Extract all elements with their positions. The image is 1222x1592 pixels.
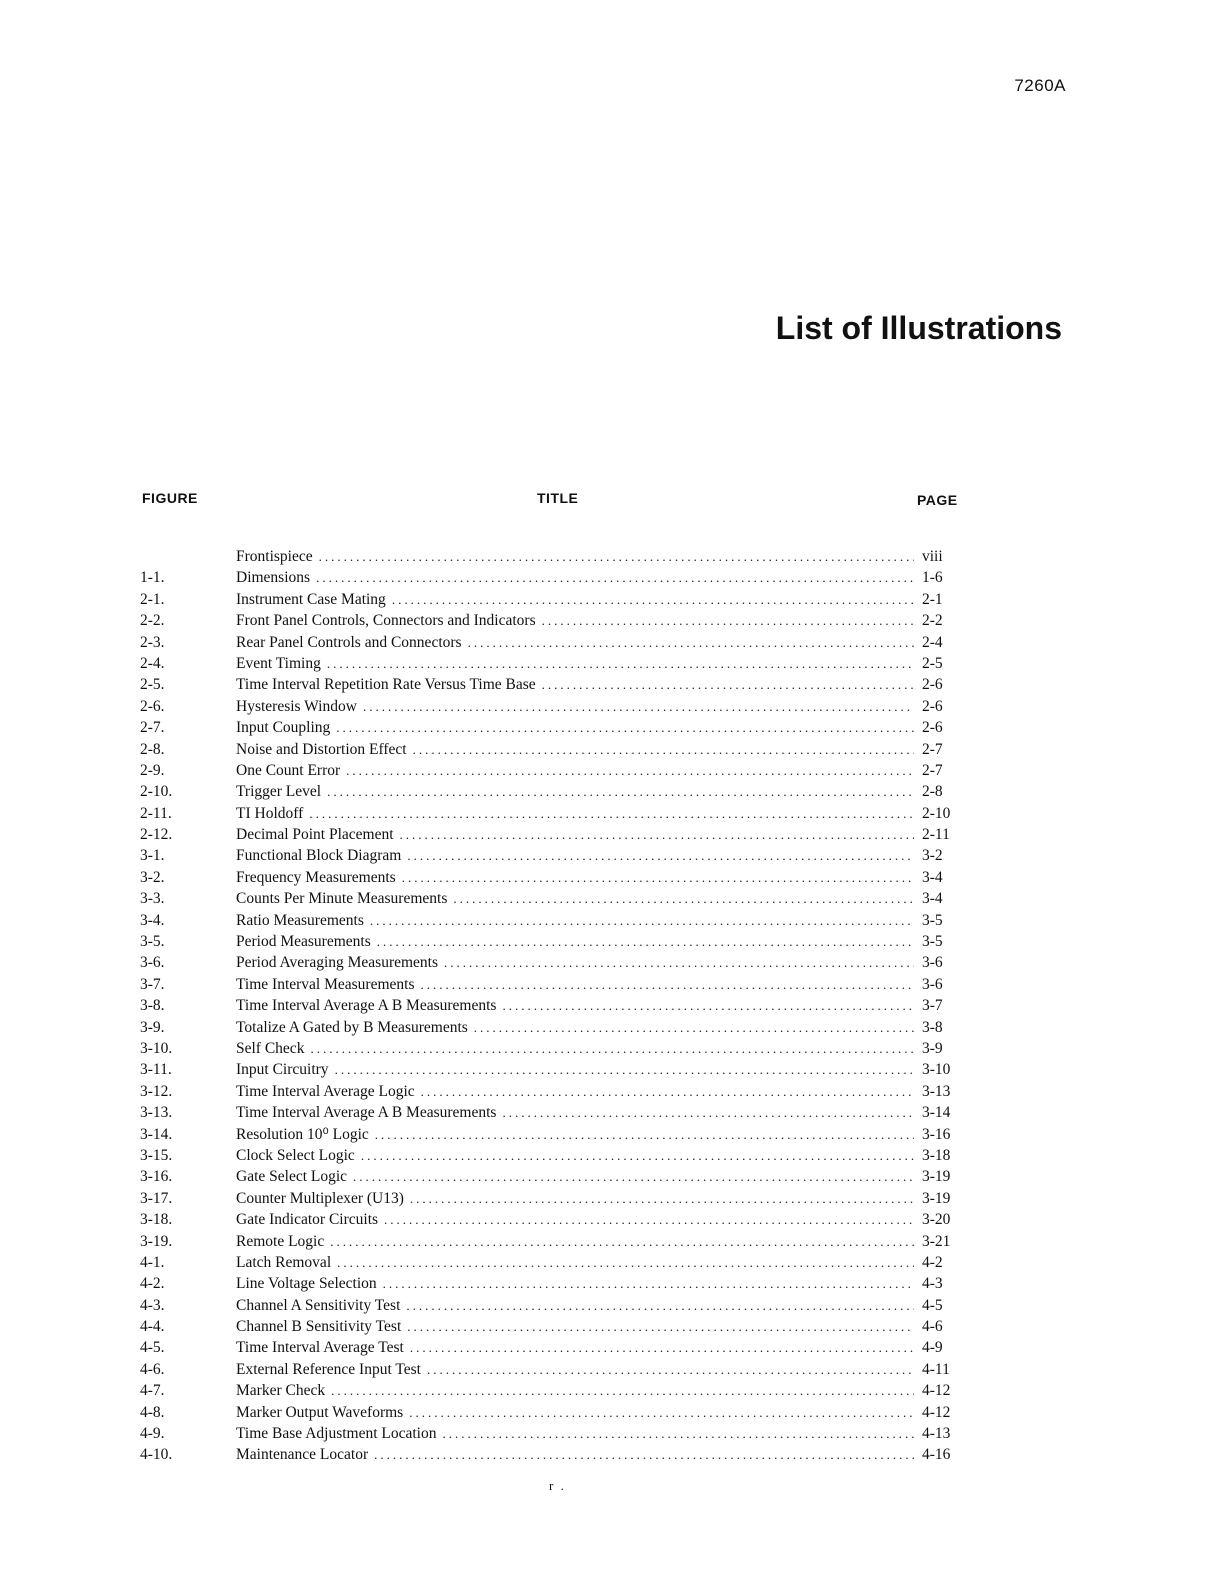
figure-number: 3-2. bbox=[140, 868, 165, 886]
dot-leader bbox=[384, 1209, 914, 1230]
figure-title: Time Interval Average Logic bbox=[236, 1082, 415, 1100]
figure-number: 3-9. bbox=[140, 1018, 165, 1036]
list-item bbox=[140, 696, 970, 717]
page-reference: 2-4 bbox=[922, 633, 943, 651]
figure-number: 2-1. bbox=[140, 590, 165, 608]
figure-title: Time Base Adjustment Location bbox=[236, 1425, 437, 1443]
figure-number: 4-1. bbox=[140, 1253, 165, 1271]
dot-leader bbox=[330, 1231, 914, 1252]
figure-title: Trigger Level bbox=[236, 783, 322, 801]
figure-number: 2-8. bbox=[140, 740, 165, 758]
figure-number: 3-12. bbox=[140, 1082, 173, 1100]
page-reference: 3-16 bbox=[922, 1125, 951, 1143]
list-item bbox=[140, 674, 970, 695]
dot-leader bbox=[375, 1124, 914, 1145]
figure-title: Time Interval Average A B Measurements bbox=[236, 1104, 497, 1122]
dot-leader bbox=[402, 867, 914, 888]
figure-title: TI Holdoff bbox=[236, 804, 304, 822]
page-reference: 3-21 bbox=[922, 1232, 951, 1250]
figure-number: 3-17. bbox=[140, 1189, 173, 1207]
figure-title: Event Timing bbox=[236, 654, 321, 672]
page-reference: 2-7 bbox=[922, 740, 943, 758]
figure-number: 3-16. bbox=[140, 1168, 173, 1186]
page-reference: 4-12 bbox=[922, 1403, 951, 1421]
list-item bbox=[140, 717, 970, 738]
figure-title: Time Interval Average Test bbox=[236, 1339, 404, 1357]
figure-title: Latch Removal bbox=[236, 1253, 332, 1271]
column-header-page: PAGE bbox=[917, 492, 958, 508]
page-reference: 1-6 bbox=[922, 569, 943, 587]
figure-number: 2-7. bbox=[140, 719, 165, 737]
list-item bbox=[140, 739, 970, 760]
list-item bbox=[140, 1337, 970, 1358]
dot-leader bbox=[474, 1017, 914, 1038]
list-item bbox=[140, 1295, 970, 1316]
figure-number: 3-15. bbox=[140, 1146, 173, 1164]
figure-number: 3-1. bbox=[140, 847, 165, 865]
page-reference: 4-16 bbox=[922, 1446, 951, 1464]
list-item bbox=[140, 1145, 970, 1166]
figure-number: 4-6. bbox=[140, 1360, 165, 1378]
dot-leader bbox=[542, 674, 914, 695]
page-reference: 2-6 bbox=[922, 676, 943, 694]
list-item bbox=[140, 931, 970, 952]
page-number: r . bbox=[549, 1478, 566, 1493]
figure-title: Remote Logic bbox=[236, 1232, 325, 1250]
page-reference: 4-2 bbox=[922, 1253, 943, 1271]
figure-title: Hysteresis Window bbox=[236, 697, 357, 715]
figure-number: 2-10. bbox=[140, 783, 173, 801]
list-item bbox=[140, 589, 970, 610]
figure-title: Dimensions bbox=[236, 569, 311, 587]
figure-number: 3-19. bbox=[140, 1232, 173, 1250]
figure-title: External Reference Input Test bbox=[236, 1360, 421, 1378]
figure-number: 4-4. bbox=[140, 1318, 165, 1336]
figure-number: 2-4. bbox=[140, 654, 165, 672]
page-reference: 4-6 bbox=[922, 1318, 943, 1336]
dot-leader bbox=[421, 974, 915, 995]
dot-leader bbox=[427, 1359, 914, 1380]
list-item bbox=[140, 1059, 970, 1080]
page-reference: 3-4 bbox=[922, 890, 943, 908]
dot-leader bbox=[400, 824, 914, 845]
list-item bbox=[140, 632, 970, 653]
page-reference: 2-8 bbox=[922, 783, 943, 801]
dot-leader bbox=[410, 1188, 914, 1209]
dot-leader bbox=[502, 1102, 914, 1123]
figure-number: 2-3. bbox=[140, 633, 165, 651]
page-reference: 2-5 bbox=[922, 654, 943, 672]
page-reference: 4-12 bbox=[922, 1382, 951, 1400]
dot-leader bbox=[319, 546, 914, 567]
list-item bbox=[140, 1017, 970, 1038]
page-reference: 2-1 bbox=[922, 590, 943, 608]
figure-title: Frontispiece bbox=[236, 548, 313, 565]
column-header-title: TITLE bbox=[537, 490, 579, 506]
figure-title: Decimal Point Placement bbox=[236, 826, 394, 844]
list-item bbox=[140, 952, 970, 973]
page-reference: 3-6 bbox=[922, 954, 943, 972]
dot-leader bbox=[309, 803, 914, 824]
figure-title: Front Panel Controls, Connectors and Indicators bbox=[236, 612, 536, 630]
list-item bbox=[140, 1252, 970, 1273]
figure-number: 3-13. bbox=[140, 1104, 173, 1122]
page-reference: 3-7 bbox=[922, 997, 943, 1015]
figure-number: 3-3. bbox=[140, 890, 165, 908]
figure-title: Maintenance Locator bbox=[236, 1446, 369, 1464]
figure-number: 3-18. bbox=[140, 1211, 173, 1229]
figure-title: Time Interval Measurements bbox=[236, 975, 415, 993]
page-reference: viii bbox=[922, 548, 943, 565]
page-reference: 3-13 bbox=[922, 1082, 951, 1100]
page-reference: 3-6 bbox=[922, 975, 943, 993]
dot-leader bbox=[413, 739, 914, 760]
page-reference: 2-7 bbox=[922, 761, 943, 779]
dot-leader bbox=[327, 653, 914, 674]
list-item bbox=[140, 1166, 970, 1187]
list-item bbox=[140, 610, 970, 631]
dot-leader bbox=[542, 610, 914, 631]
figure-number: 2-6. bbox=[140, 697, 165, 715]
dot-leader bbox=[361, 1145, 914, 1166]
page-reference: 4-3 bbox=[922, 1275, 943, 1293]
list-item bbox=[140, 653, 970, 674]
page-reference: 3-14 bbox=[922, 1104, 951, 1122]
list-item bbox=[140, 995, 970, 1016]
page-reference: 2-6 bbox=[922, 719, 943, 737]
list-item bbox=[140, 1231, 970, 1252]
dot-leader bbox=[374, 1444, 914, 1465]
illustrations-list bbox=[140, 546, 970, 1466]
figure-title: Marker Output Waveforms bbox=[236, 1403, 404, 1421]
dot-leader bbox=[502, 995, 914, 1016]
dot-leader bbox=[316, 567, 914, 588]
list-item bbox=[140, 1359, 970, 1380]
list-item bbox=[140, 1444, 970, 1465]
list-item bbox=[140, 824, 970, 845]
dot-leader bbox=[310, 1038, 914, 1059]
figure-title: Channel B Sensitivity Test bbox=[236, 1318, 402, 1336]
list-item bbox=[140, 1124, 970, 1145]
list-item bbox=[140, 1316, 970, 1337]
page-reference: 3-19 bbox=[922, 1189, 951, 1207]
dot-leader bbox=[363, 696, 914, 717]
list-item bbox=[140, 1209, 970, 1230]
figure-number: 2-5. bbox=[140, 676, 165, 694]
figure-number: 3-4. bbox=[140, 911, 165, 929]
list-item bbox=[140, 1081, 970, 1102]
page-reference: 3-8 bbox=[922, 1018, 943, 1036]
figure-title: Rear Panel Controls and Connectors bbox=[236, 633, 462, 651]
figure-title: Clock Select Logic bbox=[236, 1146, 355, 1164]
figure-number: 2-2. bbox=[140, 612, 165, 630]
list-item bbox=[140, 1423, 970, 1444]
list-item bbox=[140, 567, 970, 588]
figure-number: 3-10. bbox=[140, 1039, 173, 1057]
list-item bbox=[140, 1402, 970, 1423]
dot-leader bbox=[335, 1059, 914, 1080]
figure-number: 3-6. bbox=[140, 954, 165, 972]
dot-leader bbox=[346, 760, 914, 781]
figure-number: 4-7. bbox=[140, 1382, 165, 1400]
dot-leader bbox=[370, 910, 914, 931]
page-reference: 4-5 bbox=[922, 1296, 943, 1314]
figure-number: 2-9. bbox=[140, 761, 165, 779]
dot-leader bbox=[453, 888, 914, 909]
dot-leader bbox=[327, 781, 914, 802]
model-number: 7260A bbox=[1014, 76, 1066, 95]
figure-title: Functional Block Diagram bbox=[236, 847, 402, 865]
figure-title: Input Coupling bbox=[236, 719, 331, 737]
figure-title: Marker Check bbox=[236, 1382, 326, 1400]
dot-leader bbox=[407, 1316, 914, 1337]
page-reference: 3-9 bbox=[922, 1039, 943, 1057]
list-item bbox=[140, 845, 970, 866]
figure-title: Frequency Measurements bbox=[236, 868, 396, 886]
figure-number: 3-7. bbox=[140, 975, 165, 993]
page-reference: 3-19 bbox=[922, 1168, 951, 1186]
page-reference: 3-10 bbox=[922, 1061, 951, 1079]
figure-title: Self Check bbox=[236, 1039, 305, 1057]
page-reference: 3-2 bbox=[922, 847, 943, 865]
dot-leader bbox=[377, 931, 914, 952]
figure-title: Gate Indicator Circuits bbox=[236, 1211, 379, 1229]
dot-leader bbox=[353, 1166, 914, 1187]
column-header-figure: FIGURE bbox=[142, 490, 198, 506]
page-reference: 3-4 bbox=[922, 868, 943, 886]
list-item bbox=[140, 888, 970, 909]
figure-number: 1-1. bbox=[140, 569, 165, 587]
page-reference: 2-2 bbox=[922, 612, 943, 630]
dot-leader bbox=[444, 952, 914, 973]
list-item bbox=[140, 974, 970, 995]
figure-title: Totalize A Gated by B Measurements bbox=[236, 1018, 468, 1036]
figure-title: Ratio Measurements bbox=[236, 911, 364, 929]
dot-leader bbox=[443, 1423, 915, 1444]
figure-number: 4-2. bbox=[140, 1275, 165, 1293]
list-item bbox=[140, 867, 970, 888]
dot-leader bbox=[406, 1295, 914, 1316]
figure-number: 3-5. bbox=[140, 933, 165, 951]
page-reference: 2-10 bbox=[922, 804, 951, 822]
list-item bbox=[140, 910, 970, 931]
page-reference: 2-11 bbox=[922, 826, 950, 844]
page-reference: 4-13 bbox=[922, 1425, 951, 1443]
page-title: List of Illustrations bbox=[775, 310, 1062, 346]
figure-title: Channel A Sensitivity Test bbox=[236, 1296, 401, 1314]
dot-leader bbox=[392, 589, 914, 610]
figure-title: Line Voltage Selection bbox=[236, 1275, 377, 1293]
page-reference: 4-11 bbox=[922, 1360, 950, 1378]
page-reference: 2-6 bbox=[922, 697, 943, 715]
page-reference: 4-9 bbox=[922, 1339, 943, 1357]
figure-title: Instrument Case Mating bbox=[236, 590, 386, 608]
dot-leader bbox=[383, 1273, 914, 1294]
list-item bbox=[140, 803, 970, 824]
figure-number: 2-11. bbox=[140, 804, 172, 822]
list-item bbox=[140, 781, 970, 802]
figure-number: 3-8. bbox=[140, 997, 165, 1015]
list-item bbox=[140, 1380, 970, 1401]
list-item bbox=[140, 1188, 970, 1209]
dot-leader bbox=[336, 717, 914, 738]
dot-leader bbox=[421, 1081, 914, 1102]
figure-number: 4-10. bbox=[140, 1446, 173, 1464]
list-item bbox=[140, 760, 970, 781]
page-reference: 3-18 bbox=[922, 1146, 951, 1164]
list-item bbox=[140, 1102, 970, 1123]
figure-number: 4-9. bbox=[140, 1425, 165, 1443]
figure-title: One Count Error bbox=[236, 761, 341, 779]
figure-title: Counts Per Minute Measurements bbox=[236, 890, 448, 908]
figure-title: Gate Select Logic bbox=[236, 1168, 348, 1186]
dot-leader bbox=[468, 632, 914, 653]
dot-leader bbox=[409, 1402, 914, 1423]
figure-title: Time Interval Repetition Rate Versus Time Base bbox=[236, 676, 536, 694]
figure-title: Time Interval Average A B Measurements bbox=[236, 997, 497, 1015]
figure-number: 4-8. bbox=[140, 1403, 165, 1421]
dot-leader bbox=[410, 1337, 914, 1358]
page-reference: 3-5 bbox=[922, 911, 943, 929]
figure-title: Input Circuitry bbox=[236, 1061, 329, 1079]
dot-leader bbox=[331, 1380, 914, 1401]
figure-title: Period Averaging Measurements bbox=[236, 954, 439, 972]
dot-leader bbox=[337, 1252, 914, 1273]
list-item bbox=[140, 1273, 970, 1294]
list-item bbox=[140, 1038, 970, 1059]
figure-number: 4-5. bbox=[140, 1339, 165, 1357]
page-reference: 3-5 bbox=[922, 933, 943, 951]
list-item bbox=[140, 546, 970, 567]
figure-number: 3-11. bbox=[140, 1061, 172, 1079]
figure-number: 4-3. bbox=[140, 1296, 165, 1314]
figure-title: Counter Multiplexer (U13) bbox=[236, 1189, 404, 1207]
page-reference: 3-20 bbox=[922, 1211, 951, 1229]
figure-number: 3-14. bbox=[140, 1125, 173, 1143]
figure-title: Period Measurements bbox=[236, 933, 371, 951]
figure-title: Resolution 10⁰ Logic bbox=[236, 1125, 369, 1143]
figure-title: Noise and Distortion Effect bbox=[236, 740, 407, 758]
dot-leader bbox=[407, 845, 914, 866]
figure-number: 2-12. bbox=[140, 826, 173, 844]
